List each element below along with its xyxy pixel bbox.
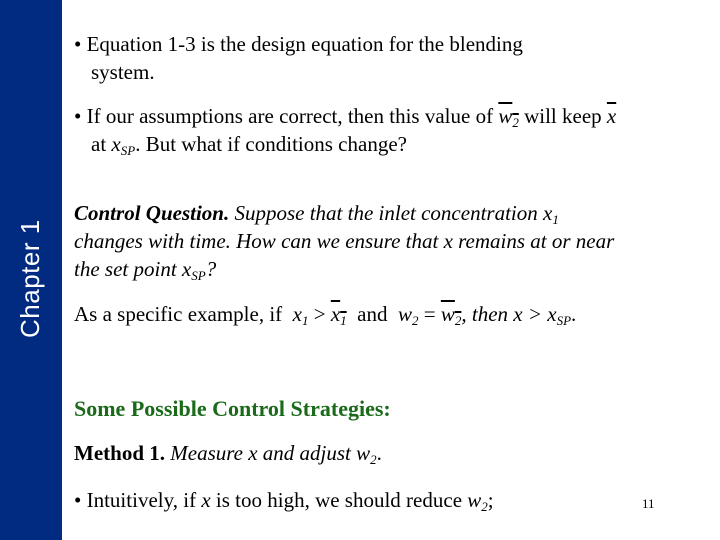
bullet-2-text-2: will keep [524, 104, 602, 128]
question-text-1: Suppose that the inlet concentration x [229, 201, 553, 225]
chapter-sidebar [0, 0, 62, 540]
bullet-2-text-3: . But what if conditions change? [135, 132, 407, 156]
example-and: and [357, 302, 388, 326]
question-xsp-symbol: $x_{SP}$ [181, 257, 206, 283]
example-then: , then $x > x_{SP}$ [461, 302, 572, 328]
strategies-heading: Some Possible Control Strategies: [74, 396, 391, 421]
method-1-bold: Method 1. [74, 441, 165, 465]
x1-bar-symbol: $x_1$ [330, 302, 347, 328]
x-bar-symbol: $\overline{x}$ [606, 104, 617, 128]
question-line-2: changes with time. How can we ensure that x remains at or near [74, 229, 615, 253]
question-line-3: the set point $x_{SP}$? [74, 257, 217, 283]
bullet-1-line-1: • Equation 1-3 is the design equation for the blending [74, 32, 523, 56]
bullet-1-text-1: Equation 1-3 is the design equation for the blending [86, 32, 523, 56]
method-1-text: Measure x and adjust $w_2$ [165, 441, 377, 467]
chapter-label: Chapter 1 [15, 219, 45, 338]
method-1-line: Method 1. Measure x and adjust $w_2$. [74, 441, 382, 467]
question-line-1: Control Question. Suppose that the inlet concentration $x_1$ [74, 201, 559, 227]
bullet-2-at: at [91, 132, 107, 156]
w2-bar-symbol-example: $w_2$ [440, 302, 462, 328]
bullet-2-text-1: If our assumptions are correct, then this value of [86, 104, 494, 128]
w2-symbol: $w_2$ [398, 302, 419, 328]
question-bold: Control Question. [74, 201, 230, 225]
x1-symbol: $x_1$ [292, 302, 309, 328]
xsp-symbol: $x_{SP}$ [111, 132, 136, 158]
bullet-1-line-2 [91, 59, 155, 86]
page-number: 11 [642, 496, 655, 511]
w2-bar-symbol: $w_2$ [498, 104, 519, 130]
bullet-2-line-1: • If our assumptions are correct, then this value of $w_2$ will keep $\overline{x}$ [74, 104, 617, 130]
bullet-1-text-2: system. [91, 60, 155, 84]
example-line: As a specific example, if $x_1 > x_1$ and $w_2 = w_2$, then $x > x_{SP}$. [74, 302, 577, 328]
example-intro: As a specific example, if [74, 302, 283, 326]
bullet-3-line: • Intuitively, if x is too high, we should reduce $w_2$; [74, 488, 494, 514]
bullet-3-w2: $w_2$ [467, 488, 488, 514]
bullet-2-line-2 [91, 131, 407, 158]
